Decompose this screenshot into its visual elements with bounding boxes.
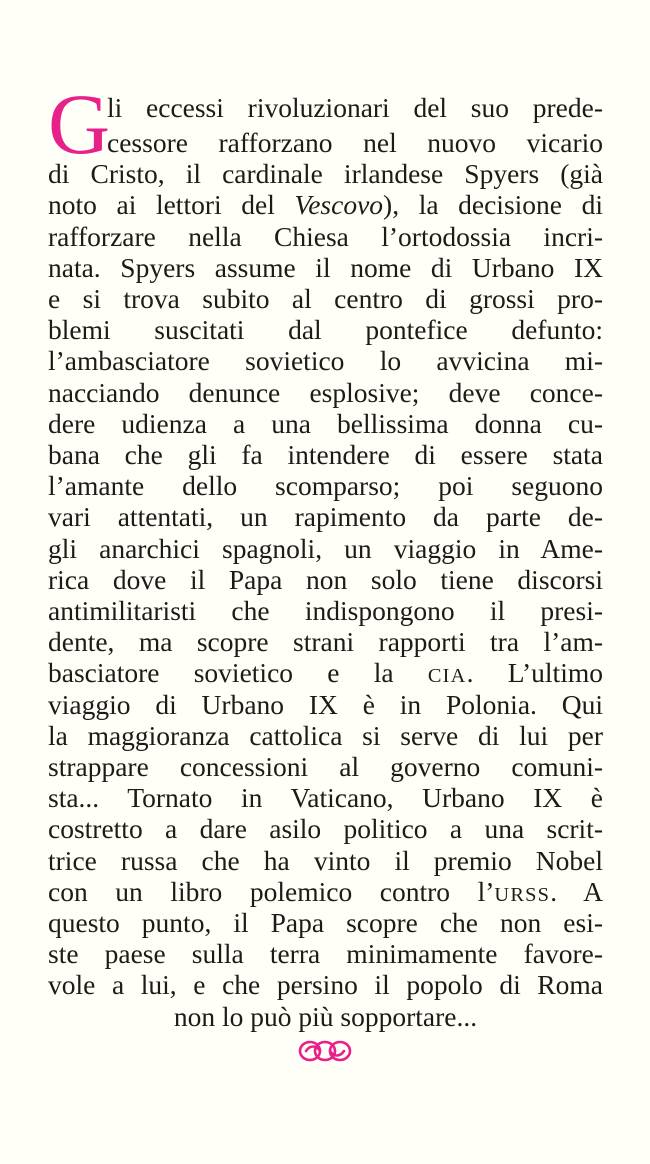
blurb-line: e si trova subito al centro di grossi pro- — [48, 283, 603, 314]
blurb-line: costretto a dare asilo politico a una scrit- — [48, 813, 603, 845]
blurb-line: gli anarchici spagnoli, un viaggio in Ame- — [48, 532, 603, 564]
blurb-last-line: non lo può più sopportare... — [173, 1000, 478, 1032]
blurb-line: la maggioranza cattolica si serve di lui per — [48, 719, 603, 751]
blurb-line: nata. Spyers assume il nome di Urbano IX — [48, 251, 603, 283]
blurb-line: l’amante dello scomparso; poi seguono — [48, 470, 603, 502]
blurb-line: questo punto, il Papa scopre che non esi- — [48, 907, 603, 938]
blurb-line: li eccessi rivoluzionari del suo prede- — [107, 92, 603, 123]
blurb-line: noto ai lettori del Vescovo), la decisione di — [48, 189, 604, 221]
blurb-line: viaggio di Urbano IX è in Polonia. Qui — [48, 688, 603, 720]
blurb-line: vari attentati, un rapimento da parte de- — [48, 501, 603, 533]
blurb-line: cessore rafforzano nel nuovo vicario — [107, 127, 603, 158]
blurb-line: ste paese sulla terra minimamente favore- — [48, 938, 603, 970]
blurb-line: sta... Tornato in Vaticano, Urbano IX è — [48, 782, 603, 814]
blurb-line: dere udienza a una bellissima donna cu- — [48, 407, 603, 439]
blurb-line: con un libro polemico contro l’URSS. A — [48, 875, 603, 907]
blurb-line: dente, ma scopre strani rapporti tra l’am- — [48, 626, 603, 658]
blurb-line: vole a lui, e che persino il popolo di Roma — [48, 969, 603, 1001]
acronym: CIA — [427, 665, 467, 688]
blurb-line: strappare concessioni al governo comuni- — [48, 751, 603, 782]
blurb-line: di Cristo, il cardinale irlandese Spyers (già — [48, 158, 603, 190]
blurb-line: rica dove il Papa non solo tiene discorsi — [48, 563, 603, 595]
drop-cap: G — [48, 76, 111, 172]
blurb-line: l’ambasciatore sovietico lo avvicina mi- — [48, 345, 603, 377]
blurb-line: blemi suscitati dal pontefice defunto: — [48, 314, 603, 346]
decorative-knot-ornament-icon — [296, 1037, 354, 1065]
blurb-line: rafforzare nella Chiesa l’ortodossia incri- — [48, 220, 603, 252]
acronym: URSS — [494, 883, 551, 906]
blurb-line: antimilitaristi che indispongono il presi- — [48, 595, 603, 626]
blurb-line: trice russa che ha vinto il premio Nobel — [48, 844, 603, 876]
blurb-line: basciatore sovietico e la CIA. L’ultimo — [48, 657, 603, 689]
blurb-line: nacciando denunce esplosive; deve conce- — [48, 376, 603, 408]
blurb-line: bana che gli fa intendere di essere stata — [48, 439, 603, 470]
book-title: Vescovo — [294, 189, 384, 221]
